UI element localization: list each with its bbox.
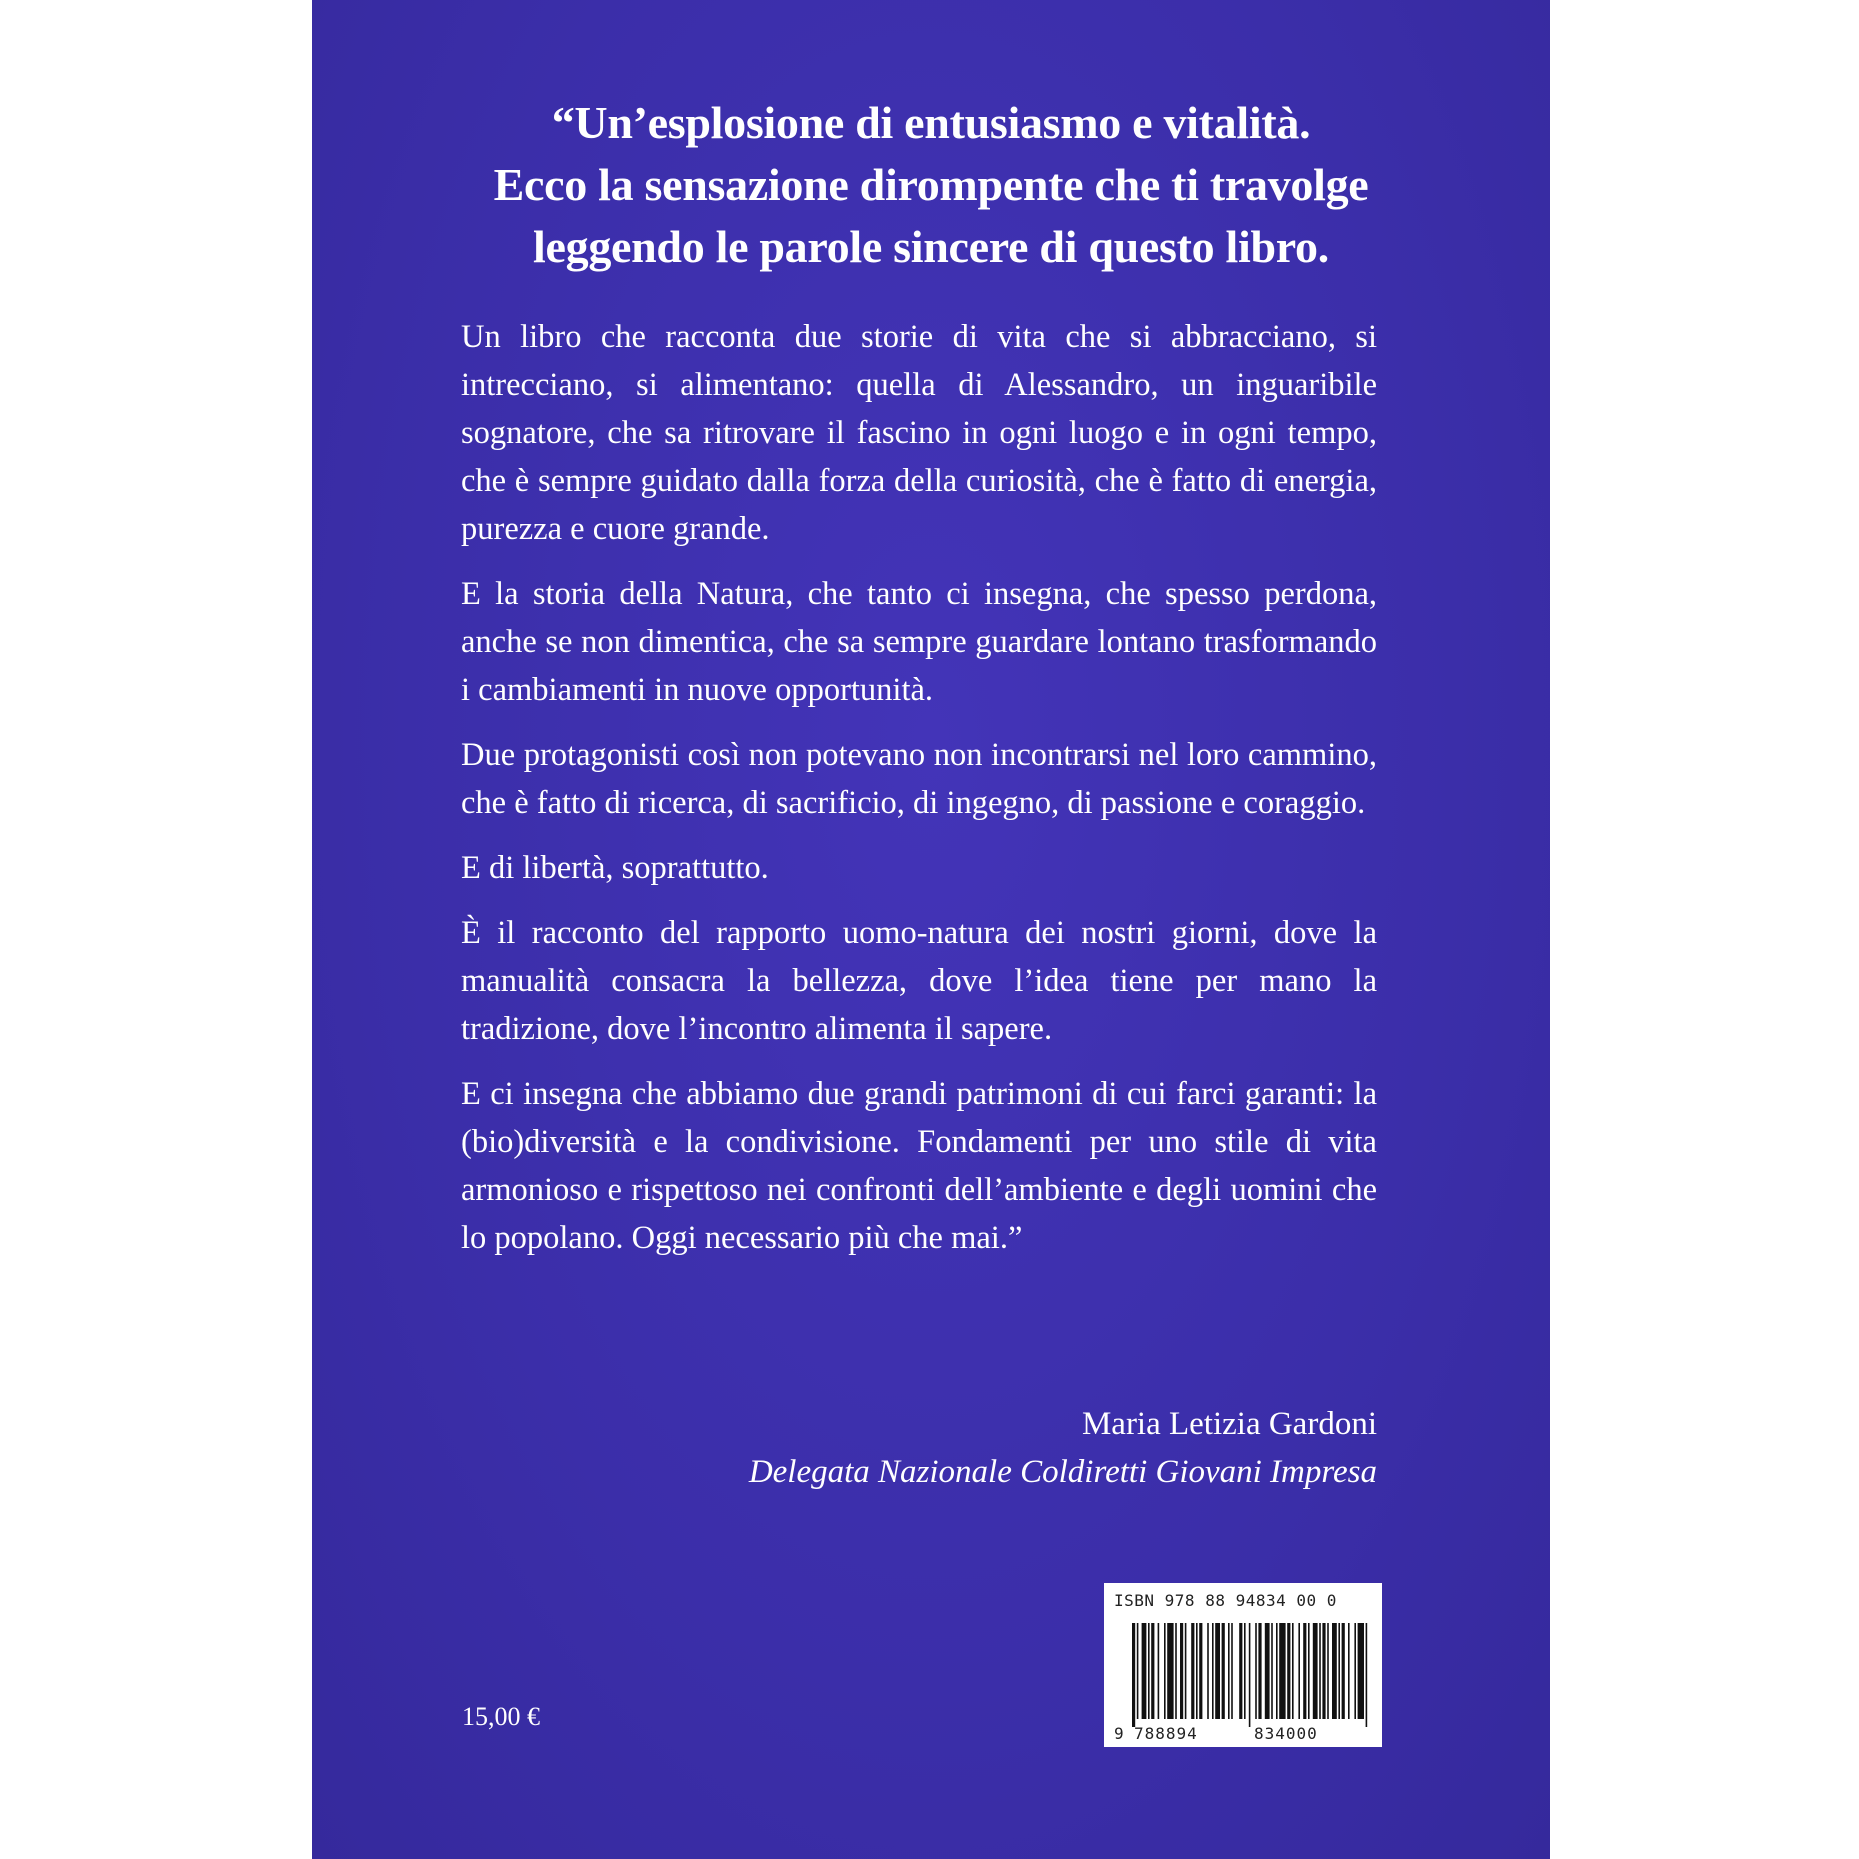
barcode-bar — [1292, 1623, 1294, 1719]
barcode-digits-left: 788894 — [1134, 1724, 1198, 1743]
paragraph-3: Due protagonisti così non potevano non incontrarsi nel loro cammino, che è fatto di ricerca, di sacrificio, di ingegno, di passione e coraggio. — [461, 737, 1377, 821]
barcode-bar — [1332, 1623, 1337, 1719]
heading-line-3: leggendo le parole sincere di questo libro. — [533, 221, 1329, 272]
paragraph-4: E di libertà, soprattutto. — [461, 850, 769, 886]
barcode-bar — [1196, 1623, 1198, 1719]
barcode-bar — [1215, 1623, 1220, 1719]
barcode-bar — [1342, 1623, 1345, 1719]
barcode-bar — [1276, 1623, 1278, 1719]
paragraph-1: Un libro che racconta due storie di vita che si abbracciano, si intrecciano, si alimentano: quella di Alessandro, un inguaribile sognatore, che sa ritrovare il fascino in ogni luogo e in ogni tempo, che è sempre guidato dalla forza della curiosità, che è fatto di energia, purezza e cuore grande. — [461, 319, 1377, 547]
attribution — [461, 1400, 1377, 1496]
barcode-bar — [1271, 1623, 1273, 1719]
barcode-bar — [1255, 1623, 1257, 1719]
author-role: Delegata Nazionale Coldiretti Giovani Impresa — [748, 1454, 1377, 1490]
barcode-bar — [1151, 1623, 1154, 1719]
barcode-bar — [1148, 1623, 1150, 1719]
barcode-digit-lead: 9 — [1114, 1724, 1124, 1743]
barcode-bar — [1175, 1623, 1177, 1719]
quote-heading — [312, 92, 1550, 278]
barcode-bar — [1249, 1623, 1251, 1727]
barcode-graphic — [1104, 1583, 1382, 1747]
paragraph-6: E ci insegna che abbiamo due grandi patrimoni di cui farci garanti: la (bio)diversità e la condivisione. Fondamenti per uno stile di vita armonioso e rispettoso nei confronti dell’ambiente e degli uomini che lo popolano. Oggi necessario più che mai.” — [461, 1076, 1377, 1256]
barcode-bar — [1327, 1623, 1329, 1719]
heading-line-1: “Un’esplosione di entusiasmo e vitalità. — [551, 97, 1311, 148]
price-label: 15,00 € — [462, 1702, 540, 1731]
barcode-bar — [1303, 1623, 1306, 1719]
paragraph-2: E la storia della Natura, che tanto ci insegna, che spesso perdona, anche se non dimentica, che sa sempre guardare lontano trasformando i cambiamenti in nuove opportunità. — [461, 576, 1377, 708]
barcode-bar — [1308, 1623, 1310, 1719]
barcode-bar — [1191, 1623, 1194, 1719]
barcode-bar — [1244, 1623, 1246, 1719]
barcode-bar — [1322, 1623, 1325, 1719]
barcode-bar — [1348, 1623, 1350, 1719]
barcode-bar — [1142, 1623, 1147, 1719]
heading-line-2: Ecco la sensazione dirompente che ti travolge — [493, 159, 1369, 210]
barcode-bar — [1137, 1623, 1139, 1719]
barcode-bar — [1298, 1623, 1300, 1719]
barcode-bar — [1164, 1623, 1166, 1719]
barcode-bar — [1228, 1623, 1230, 1719]
barcode-bar — [1313, 1623, 1318, 1719]
blurb-body — [461, 313, 1377, 1279]
paragraph-5: È il racconto del rapporto uomo-natura dei nostri giorni, dove la manualità consacra la bellezza, dove l’idea tiene per mano la tradizione, dove l’incontro alimenta il sapere. — [461, 915, 1377, 1047]
barcode-bar — [1366, 1623, 1368, 1727]
barcode-bar — [1212, 1623, 1214, 1719]
barcode-bar — [1239, 1623, 1242, 1719]
barcode-bar — [1354, 1623, 1356, 1719]
barcode-bar — [1199, 1623, 1202, 1719]
barcode-bar — [1132, 1623, 1135, 1727]
barcode-bar — [1338, 1623, 1340, 1719]
barcode-bar — [1207, 1623, 1209, 1719]
barcode-bar — [1279, 1623, 1285, 1719]
barcode-bar — [1231, 1623, 1233, 1719]
barcode-bar — [1167, 1623, 1173, 1719]
barcode-bar — [1287, 1623, 1290, 1719]
barcode-bar — [1258, 1623, 1261, 1719]
barcode-digits-right: 834000 — [1254, 1724, 1318, 1743]
barcode-bar — [1185, 1623, 1187, 1719]
barcode-bar — [1222, 1623, 1225, 1719]
barcode-bar — [1319, 1623, 1321, 1719]
barcode-bar — [1158, 1623, 1160, 1719]
isbn-barcode — [1104, 1583, 1382, 1747]
isbn-label: ISBN 978 88 94834 00 0 — [1114, 1591, 1337, 1610]
barcode-bar — [1358, 1623, 1364, 1719]
author-name: Maria Letizia Gardoni — [1081, 1406, 1377, 1442]
barcode-bar — [1180, 1623, 1183, 1719]
barcode-bar — [1265, 1623, 1270, 1719]
